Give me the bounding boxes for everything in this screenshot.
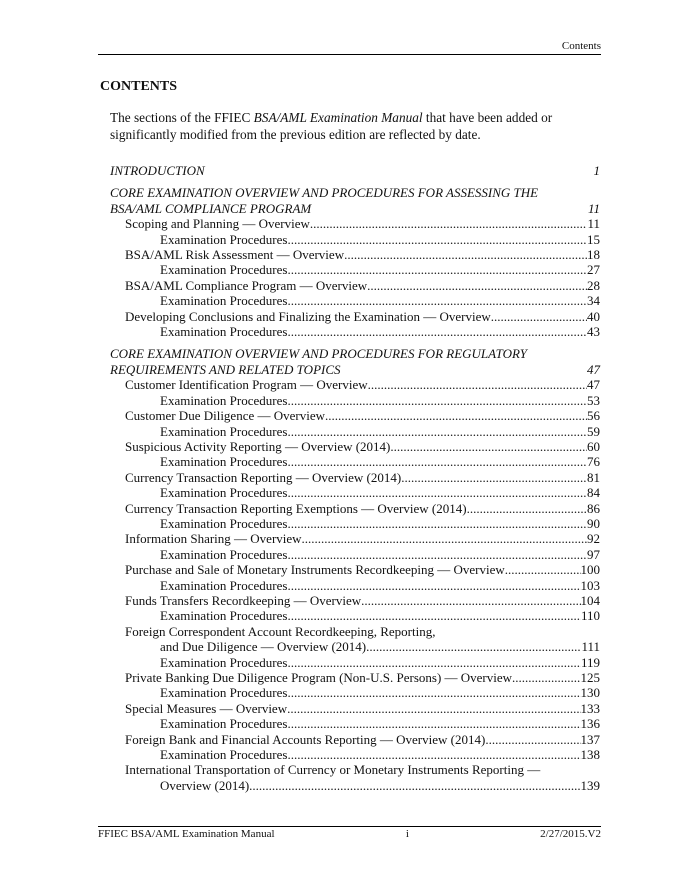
- toc-entry-page: 18: [587, 247, 600, 263]
- footer: [98, 828, 601, 840]
- toc-entry-title: Examination Procedures: [160, 392, 288, 408]
- toc-entry-page: 104: [580, 592, 600, 608]
- toc-entry-title: and Due Diligence — Overview (2014): [160, 639, 367, 655]
- toc-entry-page: 60: [587, 438, 600, 454]
- dot-leader: [287, 424, 587, 439]
- toc-entry-title: BSA/AML Compliance Program — Overview: [125, 277, 368, 293]
- toc-entry-title: Currency Transaction Reporting — Overview (2014): [125, 469, 402, 485]
- toc-entry-title: Examination Procedures: [160, 485, 288, 501]
- toc-entry[interactable]: [110, 639, 600, 654]
- toc-entry-title: Funds Transfers Recordkeeping — Overview: [125, 592, 362, 608]
- footer-page-number: i: [405, 828, 409, 840]
- toc-entry-page: 43: [587, 324, 600, 340]
- toc-entry-page: 130: [580, 685, 600, 701]
- toc-entry[interactable]: [110, 262, 600, 277]
- toc-entry[interactable]: [110, 393, 600, 408]
- page-title: CONTENTS: [100, 79, 178, 94]
- toc-entry-page: 86: [587, 500, 600, 516]
- intro-paragraph: [110, 109, 590, 143]
- toc-entry-page: 15: [587, 231, 600, 247]
- dot-leader: [505, 562, 581, 577]
- toc-entry[interactable]: [110, 608, 600, 623]
- toc-entry[interactable]: [110, 732, 600, 747]
- toc-entry-title: Examination Procedures: [160, 546, 288, 562]
- dot-leader: [390, 439, 587, 454]
- toc-entry[interactable]: [110, 309, 600, 324]
- toc-entry-title: Examination Procedures: [160, 454, 288, 470]
- toc-entry[interactable]: [110, 547, 600, 562]
- toc-entry-title: Examination Procedures: [160, 293, 288, 309]
- dot-leader: [287, 608, 581, 623]
- dot-leader: [287, 655, 581, 670]
- toc-entry-title: Examination Procedures: [160, 685, 288, 701]
- toc-entry-title: Private Banking Due Diligence Program (Non-U.S. Persons) — Overview: [125, 670, 513, 685]
- toc-entry-page: 28: [587, 277, 600, 293]
- table-of-contents: [110, 163, 600, 800]
- toc-entry-page: 138: [580, 747, 600, 763]
- footer-manual-name: FFIEC BSA/AML Examination Manual: [98, 828, 275, 840]
- toc-entry-title: Examination Procedures: [160, 716, 288, 732]
- toc-entry-title: Special Measures — Overview: [125, 700, 288, 716]
- toc-entry-title: Examination Procedures: [160, 515, 288, 531]
- toc-entry[interactable]: [110, 324, 600, 339]
- toc-entry-title: Customer Identification Program — Overview: [125, 377, 368, 393]
- section-title: BSA/AML COMPLIANCE PROGRAM: [110, 200, 312, 216]
- dot-leader: [361, 593, 580, 608]
- dot-leader: [287, 516, 587, 531]
- dot-leader: [367, 278, 587, 293]
- dot-leader: [287, 716, 580, 731]
- toc-entry[interactable]: [110, 593, 600, 608]
- toc-entry-page: 110: [580, 608, 600, 624]
- toc-entry[interactable]: [110, 377, 600, 392]
- dot-leader: [287, 262, 587, 277]
- dot-leader: [287, 685, 580, 700]
- toc-entry-title: Information Sharing — Overview: [125, 531, 302, 547]
- dot-leader: [485, 732, 580, 747]
- toc-entry-title: Examination Procedures: [160, 324, 288, 340]
- dot-leader: [366, 639, 581, 654]
- dot-leader: [287, 547, 587, 562]
- toc-entry-title: Examination Procedures: [160, 262, 288, 278]
- toc-entry[interactable]: [110, 685, 600, 700]
- toc-entry[interactable]: [110, 293, 600, 308]
- toc-entry[interactable]: [110, 408, 600, 423]
- toc-entry-title: Suspicious Activity Reporting — Overview (2014): [125, 438, 391, 454]
- dot-leader: [401, 470, 587, 485]
- running-header: Contents: [561, 40, 601, 52]
- dot-leader: [368, 377, 587, 392]
- toc-entry-page: 92: [587, 531, 600, 547]
- toc-entry[interactable]: [110, 501, 600, 516]
- toc-entry[interactable]: [110, 562, 600, 577]
- toc-entry[interactable]: [110, 747, 600, 762]
- toc-entry-title: Examination Procedures: [160, 231, 288, 247]
- section-page: 11: [587, 200, 600, 216]
- dot-leader: [467, 501, 587, 516]
- toc-entry-page: 100: [580, 562, 600, 578]
- dot-leader: [287, 293, 587, 308]
- toc-entry-page: 111: [581, 639, 600, 655]
- toc-entry-page: 27: [587, 262, 600, 278]
- dot-leader: [287, 232, 587, 247]
- toc-entry-page: 103: [580, 577, 600, 593]
- dot-leader: [287, 393, 587, 408]
- toc-entry[interactable]: [110, 485, 600, 500]
- toc-entry[interactable]: [110, 778, 600, 793]
- toc-entry-page: 34: [587, 293, 600, 309]
- section-title-line[interactable]: CORE EXAMINATION OVERVIEW AND PROCEDURES FOR REGULATORY: [110, 346, 527, 362]
- toc-entry-page: 97: [587, 546, 600, 562]
- dot-leader: [287, 324, 587, 339]
- dot-leader: [512, 670, 580, 685]
- toc-entry[interactable]: [110, 716, 600, 731]
- section-heading[interactable]: [110, 201, 600, 216]
- section-heading[interactable]: [110, 362, 600, 377]
- toc-entry-page: 40: [587, 308, 600, 324]
- toc-entry-title: Examination Procedures: [160, 747, 288, 763]
- toc-entry-page: 11: [587, 216, 600, 232]
- toc-entry[interactable]: [110, 516, 600, 531]
- header-rule: [98, 54, 601, 55]
- dot-leader: [249, 778, 580, 793]
- dot-leader: [491, 309, 587, 324]
- dot-leader: [287, 701, 580, 716]
- section-page: 1: [593, 163, 600, 178]
- toc-entry-page: 47: [587, 377, 600, 393]
- intro-text: that have been added or significantly modified from the previous edition are reflected by date.: [110, 110, 553, 142]
- section-title: REQUIREMENTS AND RELATED TOPICS: [110, 361, 341, 377]
- toc-entry-page: 81: [587, 469, 600, 485]
- toc-entry-lead[interactable]: Foreign Correspondent Account Recordkeeping, Reporting,: [125, 623, 436, 639]
- toc-entry[interactable]: [110, 454, 600, 469]
- dot-leader: [310, 216, 588, 231]
- toc-entry-page: 136: [580, 716, 600, 732]
- toc-entry[interactable]: [110, 670, 600, 685]
- toc-entry-title: Overview (2014): [160, 777, 250, 793]
- toc-entry[interactable]: [110, 424, 600, 439]
- toc-entry[interactable]: [110, 216, 600, 231]
- toc-entry-page: 59: [587, 423, 600, 439]
- toc-entry-page: 76: [587, 454, 600, 470]
- section-page: 47: [587, 361, 600, 377]
- toc-entry-title: Scoping and Planning — Overview: [125, 216, 310, 232]
- toc-entry[interactable]: [110, 278, 600, 293]
- toc-entry-title: Developing Conclusions and Finalizing the Examination — Overview: [125, 308, 491, 324]
- toc-entry-title: Currency Transaction Reporting Exemptions — Overview (2014): [125, 500, 467, 516]
- toc-entry-title: Examination Procedures: [160, 577, 288, 593]
- toc-section: [110, 346, 600, 793]
- toc-entry-page: 56: [587, 408, 600, 424]
- intro-text: The sections of the FFIEC: [110, 110, 254, 125]
- toc-entry-page: 137: [580, 731, 600, 747]
- toc-entry-title: BSA/AML Risk Assessment — Overview: [125, 247, 345, 263]
- section-title: INTRODUCTION: [110, 163, 205, 178]
- dot-leader: [302, 531, 587, 546]
- section-title-line[interactable]: CORE EXAMINATION OVERVIEW AND PROCEDURES FOR ASSESSING THE: [110, 185, 539, 201]
- footer-rule: [98, 826, 601, 827]
- dot-leader: [344, 247, 587, 262]
- toc-entry-lead[interactable]: International Transportation of Currency or Monetary Instruments Reporting —: [125, 762, 541, 778]
- dot-leader: [325, 408, 587, 423]
- section-heading[interactable]: [110, 163, 600, 178]
- toc-entry-title: Foreign Bank and Financial Accounts Reporting — Overview (2014): [125, 731, 486, 747]
- toc-entry-page: 90: [587, 515, 600, 531]
- toc-entry[interactable]: [110, 232, 600, 247]
- toc-entry[interactable]: [110, 701, 600, 716]
- toc-section: [110, 185, 600, 339]
- manual-title: BSA/AML Examination Manual: [253, 110, 423, 125]
- dot-leader: [287, 485, 587, 500]
- footer-version-date: 2/27/2015.V2: [540, 828, 601, 840]
- toc-entry[interactable]: [110, 439, 600, 454]
- dot-leader: [287, 454, 587, 469]
- toc-entry[interactable]: [110, 470, 600, 485]
- toc-entry-page: 139: [580, 777, 600, 793]
- toc-entry[interactable]: [110, 578, 600, 593]
- toc-entry-page: 125: [580, 670, 600, 685]
- toc-entry-title: Examination Procedures: [160, 654, 288, 670]
- toc-entry-title: Purchase and Sale of Monetary Instruments Recordkeeping — Overview: [125, 562, 505, 578]
- toc-entry-title: Examination Procedures: [160, 608, 288, 624]
- toc-entry[interactable]: [110, 531, 600, 546]
- toc-section: [110, 163, 600, 178]
- toc-entry-page: 119: [580, 654, 600, 670]
- toc-entry-title: Examination Procedures: [160, 423, 288, 439]
- dot-leader: [287, 578, 580, 593]
- toc-entry[interactable]: [110, 247, 600, 262]
- toc-entry-page: 133: [580, 700, 600, 716]
- dot-leader: [287, 747, 580, 762]
- toc-entry-page: 84: [587, 485, 600, 501]
- toc-entry-title: Customer Due Diligence — Overview: [125, 408, 326, 424]
- toc-entry[interactable]: [110, 655, 600, 670]
- toc-entry-page: 53: [587, 392, 600, 408]
